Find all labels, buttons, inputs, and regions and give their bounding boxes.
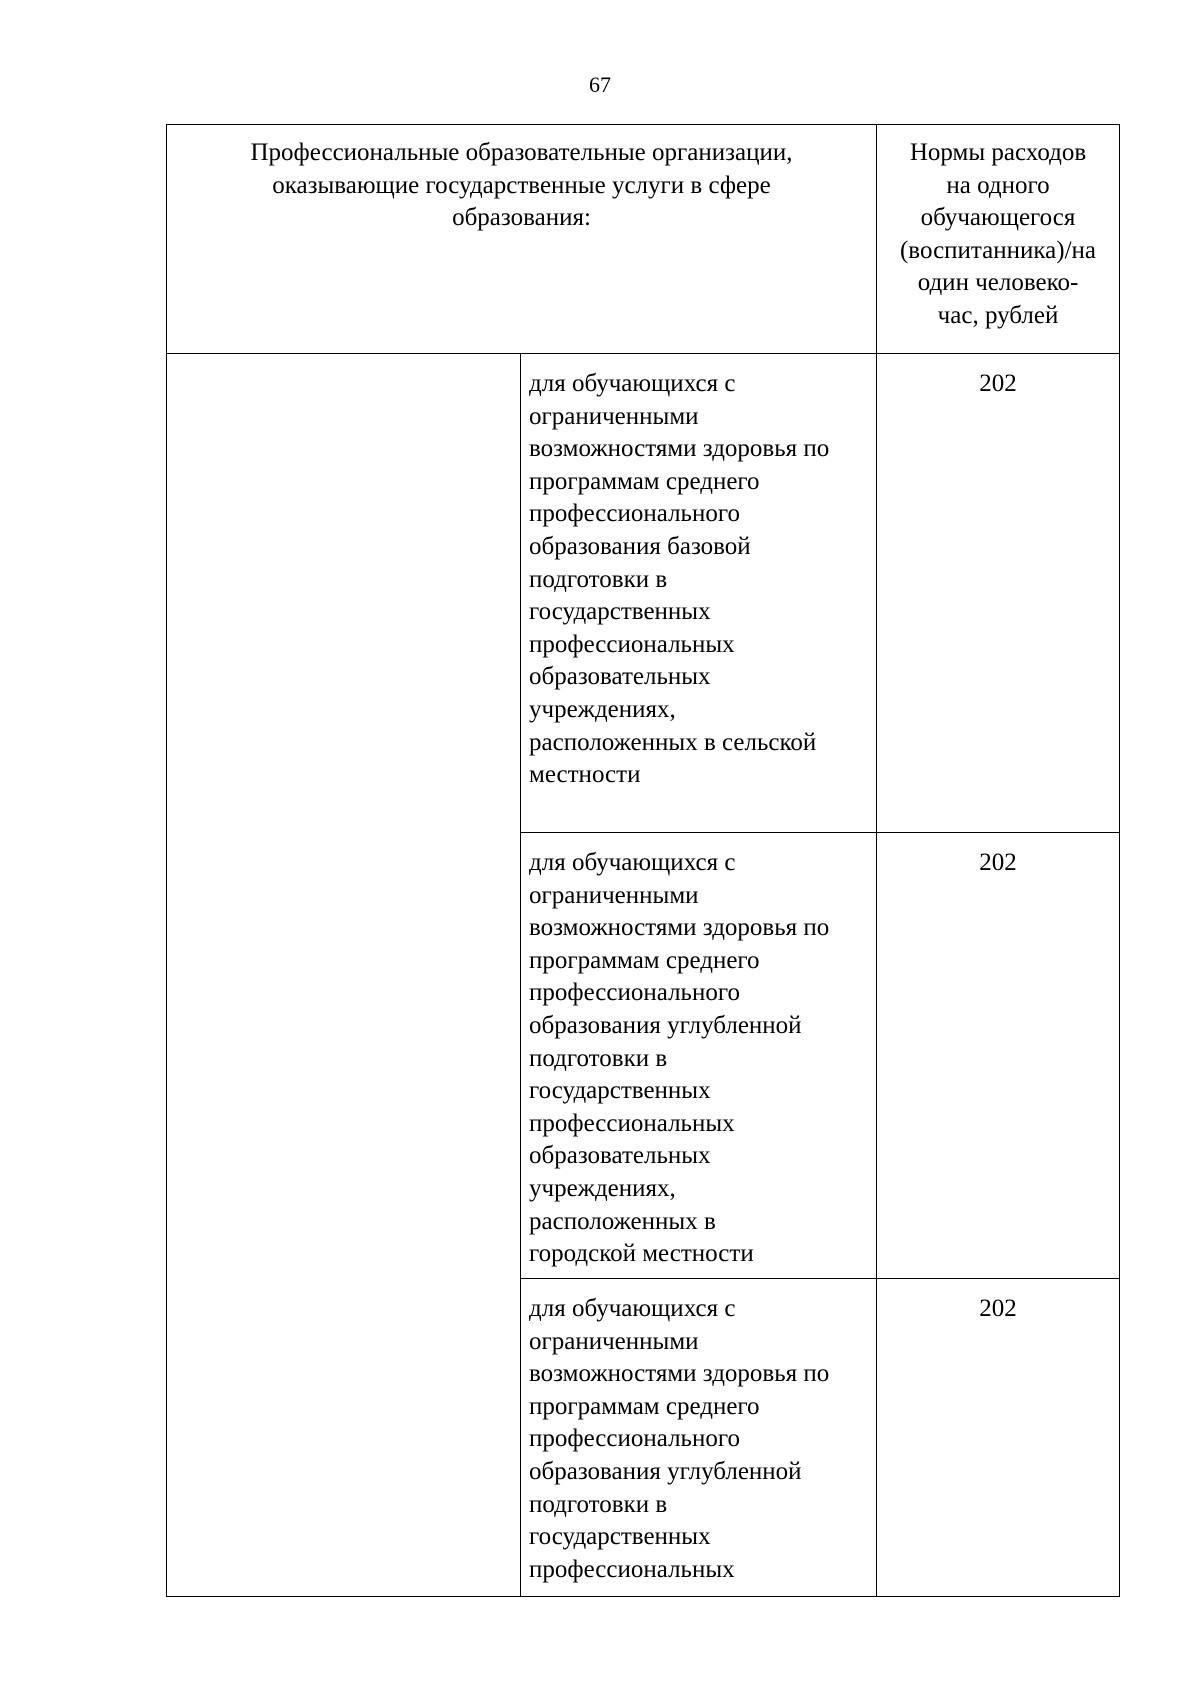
- empty-category-cell: [167, 354, 521, 1597]
- page-number: 67: [589, 72, 611, 97]
- row-description: для обучающихся с ограниченными возможностями здоровья по программам среднего профессионального образования базовой подготовки в государственных профессиональных образовательных учреждениях, расположенных в сельской местности: [529, 370, 830, 789]
- table-header-row: [167, 125, 1120, 354]
- row-value-cell: [877, 354, 1120, 833]
- row-value: 202: [979, 849, 1017, 876]
- row-value-cell: [877, 833, 1120, 1279]
- row-value: 202: [979, 1295, 1017, 1322]
- row-value: 202: [979, 370, 1017, 397]
- header-organizations: [167, 125, 877, 354]
- row-description-cell: [521, 354, 877, 833]
- header-norms: [877, 125, 1120, 354]
- header-norms-text: Нормы расходов на одного обучающегося (воспитанника)/на один человеко- час, рублей: [899, 139, 1096, 329]
- row-value-cell: [877, 1279, 1120, 1597]
- row-description-cell: [521, 1279, 877, 1597]
- expense-norms-table: [166, 124, 1120, 1597]
- row-description: для обучающихся с ограниченными возможностями здоровья по программам среднего профессионального образования углубленной подготовки в государственных профессиональных образовательных учреждениях, расположенных в городской местности: [529, 849, 830, 1268]
- row-description: для обучающихся с ограниченными возможностями здоровья по программам среднего профессионального образования углубленной подготовки в государственных профессиональных: [529, 1295, 830, 1583]
- row-description-cell: [521, 833, 877, 1279]
- header-organizations-text: Профессиональные образовательные организации, оказывающие государственные услуги в сфере образования:: [250, 139, 793, 232]
- table-row: [167, 354, 1120, 833]
